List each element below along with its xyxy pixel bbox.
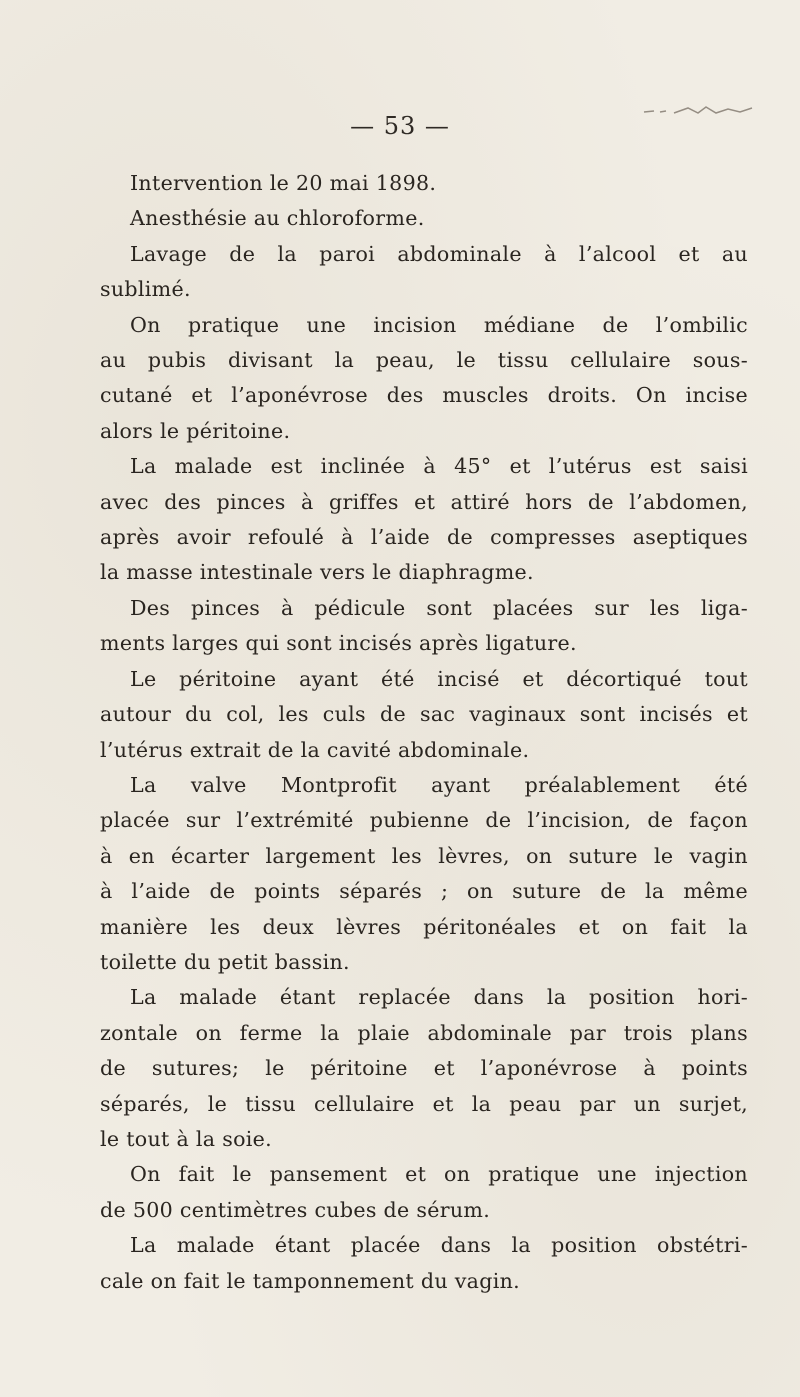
paragraph-pansement: [100, 1157, 748, 1228]
paragraph-anesthesie: [100, 201, 748, 236]
paragraph-peritoine: [100, 662, 748, 768]
text-line: le tout à la soie.: [100, 1126, 272, 1151]
paragraph-incision: [100, 308, 748, 450]
text-line: au pubis divisant la peau, le tissu cellulaire sous-: [100, 348, 748, 373]
paragraph-valve: [100, 768, 748, 980]
page-number: — 53 —: [350, 112, 450, 140]
text-line: cale on fait le tamponnement du vagin.: [100, 1268, 521, 1293]
text-line: toilette du petit bassin.: [100, 949, 350, 974]
text-line: Le péritoine ayant été incisé et décortiqué tout: [130, 666, 748, 691]
text-line: cutané et l’aponévrose des muscles droits. On incise: [100, 383, 748, 408]
text-line: sublimé.: [100, 277, 191, 302]
text-line: à l’aide de points séparés ; on suture de la même: [100, 879, 748, 904]
body-text: [100, 166, 748, 1299]
paragraph-pinces: [100, 591, 748, 662]
paragraph-lavage: [100, 237, 748, 308]
paragraph-fermeture: [100, 980, 748, 1157]
text-line: de sutures; le péritoine et l’aponévrose à points: [100, 1056, 748, 1081]
text-line: Intervention le 20 mai 1898.: [130, 171, 437, 195]
library-stamp-mark: [640, 100, 760, 120]
text-line: zontale on ferme la plaie abdominale par trois plans: [100, 1020, 748, 1045]
text-line: La malade étant replacée dans la position hori-: [130, 985, 748, 1010]
text-line: ments larges qui sont incisés après ligature.: [100, 631, 577, 656]
text-line: alors le péritoine.: [100, 418, 291, 443]
text-line: séparés, le tissu cellulaire et la peau par un surjet,: [100, 1091, 748, 1116]
paragraph-malade-inclinee: [100, 449, 748, 591]
paragraph-tamponnement: [100, 1228, 748, 1299]
text-line: placée sur l’extrémité pubienne de l’incision, de façon: [100, 808, 748, 833]
text-line: l’utérus extrait de la cavité abdominale.: [100, 737, 530, 762]
text-line: La malade est inclinée à 45° et l’utérus est saisi: [130, 454, 748, 479]
text-line: la masse intestinale vers le diaphragme.: [100, 560, 534, 585]
text-line: autour du col, les culs de sac vaginaux sont incisés et: [100, 702, 748, 727]
text-line: avec des pinces à griffes et attiré hors de l’abdomen,: [100, 489, 748, 514]
paragraph-intervention: [100, 166, 748, 201]
text-line: à en écarter largement les lèvres, on suture le vagin: [100, 843, 748, 868]
text-line: On pratique une incision médiane de l’ombilic: [130, 312, 748, 337]
text-line: On fait le pansement et on pratique une injection: [130, 1162, 748, 1187]
text-line: après avoir refoulé à l’aide de compresses aseptiques: [100, 525, 748, 550]
text-line: Lavage de la paroi abdominale à l’alcool et au: [130, 241, 748, 266]
text-line: de 500 centimètres cubes de sérum.: [100, 1197, 491, 1222]
text-line: manière les deux lèvres péritonéales et on fait la: [100, 914, 748, 939]
text-line: Anesthésie au chloroforme.: [130, 206, 425, 231]
text-line: La valve Montprofit ayant préalablement été: [130, 772, 748, 797]
text-line: La malade étant placée dans la position obstétri-: [130, 1233, 748, 1258]
text-line: Des pinces à pédicule sont placées sur les liga-: [130, 595, 748, 620]
